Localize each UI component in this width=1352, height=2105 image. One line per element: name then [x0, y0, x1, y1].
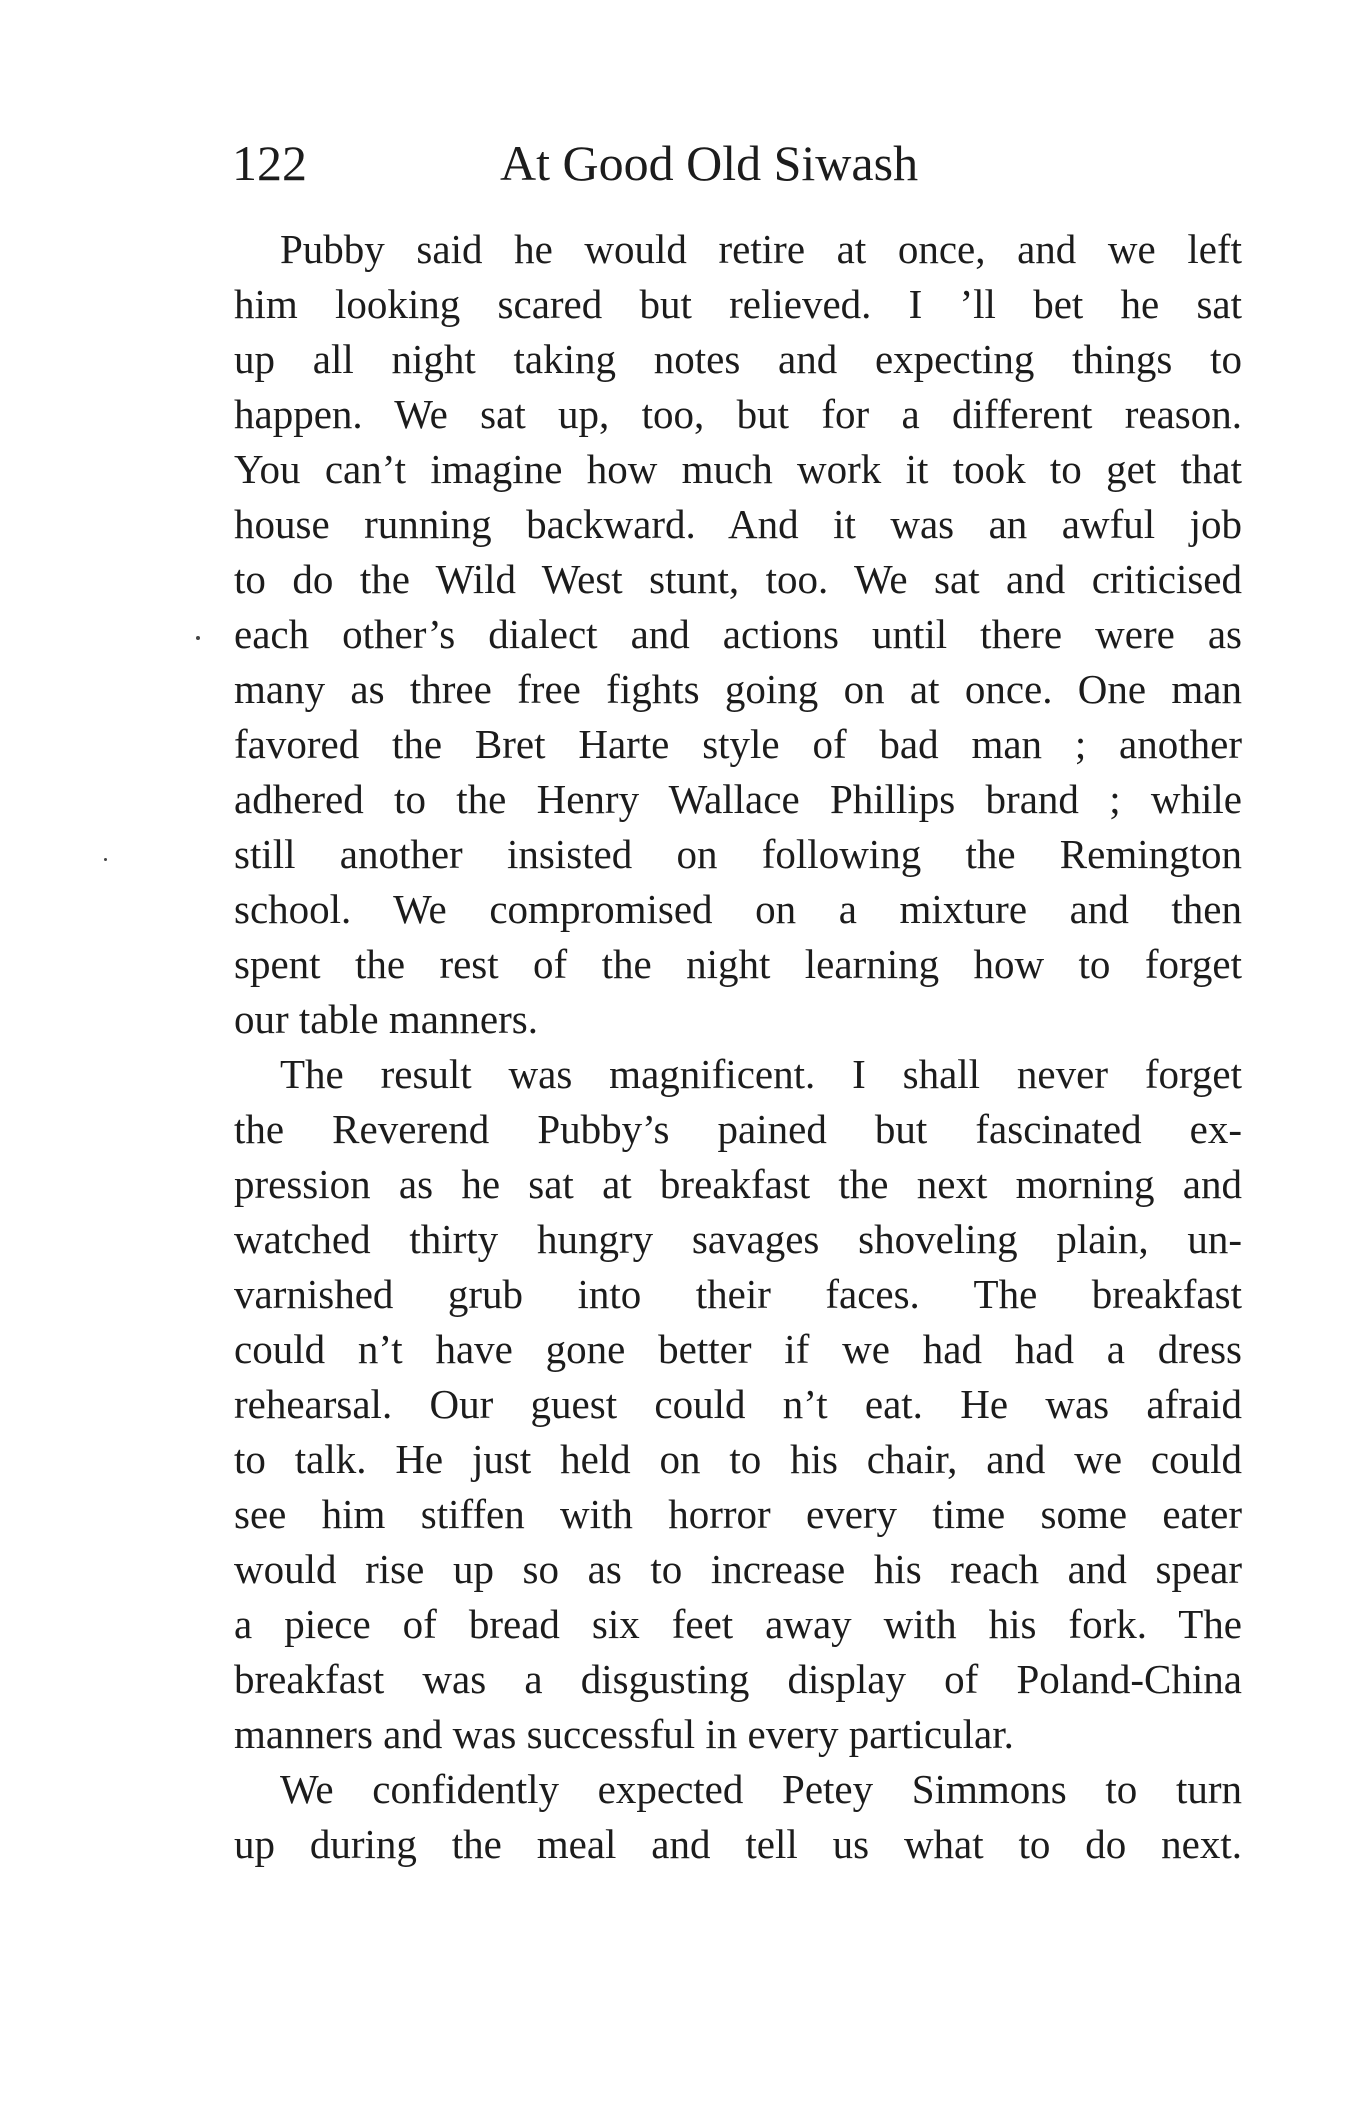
text-line: manners and was successful in every particular. [234, 1711, 1014, 1757]
text-line: You can’t imagine how much work it took to get that [234, 446, 1242, 492]
text-line: to do the Wild West stunt, too. We sat and criticised [234, 556, 1242, 602]
text-line: pression as he sat at breakfast the next morning and [234, 1161, 1242, 1207]
text-line: up during the meal and tell us what to do next. [234, 1821, 1242, 1867]
running-title: At Good Old Siwash [500, 135, 919, 191]
text-line: adhered to the Henry Wallace Phillips brand ; while [234, 776, 1242, 822]
text-line: many as three free fights going on at once. One man [234, 666, 1242, 712]
text-line: varnished grub into their faces. The breakfast [234, 1271, 1242, 1317]
text-line: school. We compromised on a mixture and then [234, 886, 1242, 932]
page-number: 122 [232, 135, 307, 191]
text-line: happen. We sat up, too, but for a different reason. [234, 391, 1242, 437]
text-line: could n’t have gone better if we had had a dress [234, 1326, 1242, 1372]
text-line: him looking scared but relieved. I ’ll bet he sat [234, 281, 1242, 327]
print-speck [196, 636, 200, 640]
text-line: the Reverend Pubby’s pained but fascinated ex- [234, 1106, 1242, 1152]
paragraph [234, 1762, 1242, 1872]
text-line: up all night taking notes and expecting things to [234, 336, 1242, 382]
body-text [234, 222, 1242, 1872]
paragraph [234, 222, 1242, 1047]
text-line: to talk. He just held on to his chair, and we could [234, 1436, 1242, 1482]
text-line: spent the rest of the night learning how to forget [234, 941, 1242, 987]
text-line: would rise up so as to increase his reach and spear [234, 1546, 1242, 1592]
text-line: each other’s dialect and actions until there were as [234, 611, 1242, 657]
text-line: house running backward. And it was an awful job [234, 501, 1242, 547]
text-line: our table manners. [234, 996, 538, 1042]
text-line: still another insisted on following the Remington [234, 831, 1242, 877]
paragraph [234, 1047, 1242, 1762]
running-head [232, 128, 1132, 198]
text-line: breakfast was a disgusting display of Poland-China [234, 1656, 1242, 1702]
text-line: favored the Bret Harte style of bad man ; another [234, 721, 1242, 767]
text-line: rehearsal. Our guest could n’t eat. He was afraid [234, 1381, 1242, 1427]
text-line: The result was magnificent. I shall never forget [280, 1051, 1242, 1097]
text-line: see him stiffen with horror every time some eater [234, 1491, 1242, 1537]
text-line: We confidently expected Petey Simmons to turn [280, 1766, 1242, 1812]
text-line: watched thirty hungry savages shoveling plain, un- [234, 1216, 1242, 1262]
print-speck [104, 858, 107, 861]
text-line: a piece of bread six feet away with his fork. The [234, 1601, 1242, 1647]
text-line: Pubby said he would retire at once, and we left [280, 226, 1242, 272]
